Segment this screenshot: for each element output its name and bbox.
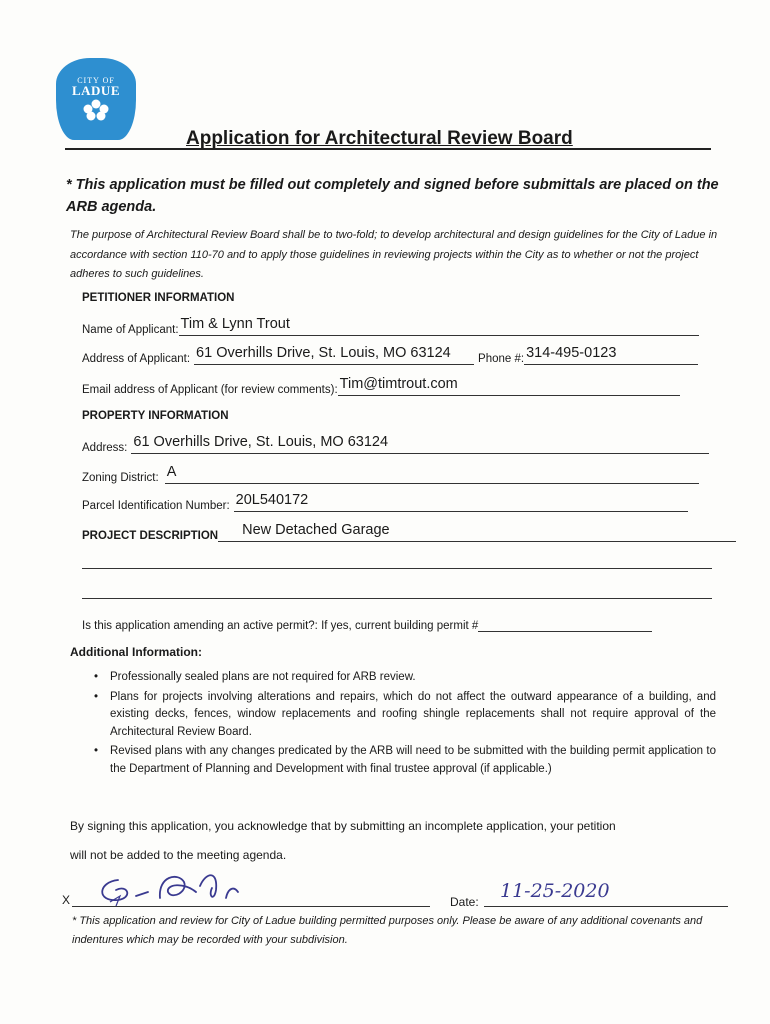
email-field[interactable]: Tim@timtrout.com bbox=[338, 375, 680, 396]
zoning-field[interactable]: A bbox=[165, 463, 699, 484]
applicant-name-field[interactable]: Tim & Lynn Trout bbox=[179, 315, 699, 336]
applicant-address-label: Address of Applicant: bbox=[82, 353, 191, 365]
project-description-line-3[interactable] bbox=[82, 598, 712, 599]
city-of-ladue-logo bbox=[56, 58, 136, 140]
footer-note: * This application and review for City of Ladue building permitted purposes only. Please be aware of any additional covenants and indentures which may be recorded with your subdivision. bbox=[72, 915, 703, 946]
page-title: Application for Architectural Review Board bbox=[186, 128, 573, 149]
list-item: • Revised plans with any changes predicated by the ARB will need to be submitted with the building permit application to the Department of Planning and Development with final trustee approval (if applicable.) bbox=[94, 743, 716, 778]
parcel-label: Parcel Identification Number: bbox=[82, 500, 230, 512]
parcel-field[interactable]: 20L540172 bbox=[234, 491, 688, 512]
property-address-row bbox=[82, 432, 709, 454]
property-address-field[interactable]: 61 Overhills Drive, St. Louis, MO 63124 bbox=[131, 433, 709, 454]
applicant-name-row bbox=[82, 314, 699, 336]
date-label: Date: bbox=[450, 895, 479, 909]
parcel-row bbox=[82, 490, 688, 512]
logo-line-2: LADUE bbox=[71, 83, 120, 98]
applicant-address-row bbox=[82, 343, 698, 365]
purpose-paragraph: The purpose of Architectural Review Board shall be to two-fold; to develop architectural and design guidelines for the City of Ladue in accordance with section 110-70 and to apply those guidelines in reviewing projects within the City as to whether or not the project adheres to such guidelines. bbox=[70, 229, 718, 280]
additional-info-list bbox=[94, 669, 716, 780]
list-item: • Professionally sealed plans are not required for ARB review. bbox=[94, 669, 716, 687]
email-row bbox=[82, 374, 680, 396]
project-description-label: PROJECT DESCRIPTION bbox=[82, 530, 219, 542]
submission-notice: * This application must be filled out completely and signed before submittals are placed on the ARB agenda. bbox=[66, 177, 719, 215]
acknowledgement-line-2: will not be added to the meeting agenda. bbox=[70, 848, 287, 862]
property-address-label: Address: bbox=[82, 442, 128, 454]
project-description-field[interactable]: New Detached Garage bbox=[218, 521, 736, 542]
applicant-address-field[interactable]: 61 Overhills Drive, St. Louis, MO 63124 bbox=[194, 344, 474, 365]
zoning-label: Zoning District: bbox=[82, 472, 159, 484]
title-divider bbox=[65, 148, 711, 150]
petitioner-heading: PETITIONER INFORMATION bbox=[82, 292, 235, 304]
flower-icon bbox=[83, 99, 109, 121]
email-label: Email address of Applicant (for review comments): bbox=[82, 384, 338, 396]
list-item: • Plans for projects involving alterations and repairs, which do not affect the outward appearance of a building, and existing decks, fences, window replacements and roofing shingle replacements shall not require approval of the Architectural Review Board. bbox=[94, 689, 716, 742]
handwritten-signature bbox=[88, 862, 258, 910]
acknowledgement-line-1: By signing this application, you acknowledge that by submitting an incomplete application, your petition bbox=[70, 819, 616, 833]
permit-question: Is this application amending an active permit?: If yes, current building permit # bbox=[82, 620, 479, 632]
project-description-line-2[interactable] bbox=[82, 568, 712, 569]
signature-x-mark: X bbox=[62, 893, 71, 907]
date-field[interactable]: 11-25-2020 bbox=[484, 880, 728, 907]
permit-number-field[interactable] bbox=[478, 611, 652, 632]
permit-row bbox=[82, 610, 652, 632]
project-description-row bbox=[82, 520, 736, 542]
phone-label: Phone #: bbox=[478, 353, 525, 365]
phone-field[interactable]: 314-495-0123 bbox=[524, 344, 698, 365]
property-heading: PROPERTY INFORMATION bbox=[82, 410, 229, 422]
logo-line-1: CITY OF bbox=[77, 76, 115, 85]
zoning-row bbox=[82, 462, 699, 484]
additional-info-heading: Additional Information: bbox=[70, 645, 202, 659]
applicant-name-label: Name of Applicant: bbox=[82, 324, 179, 336]
